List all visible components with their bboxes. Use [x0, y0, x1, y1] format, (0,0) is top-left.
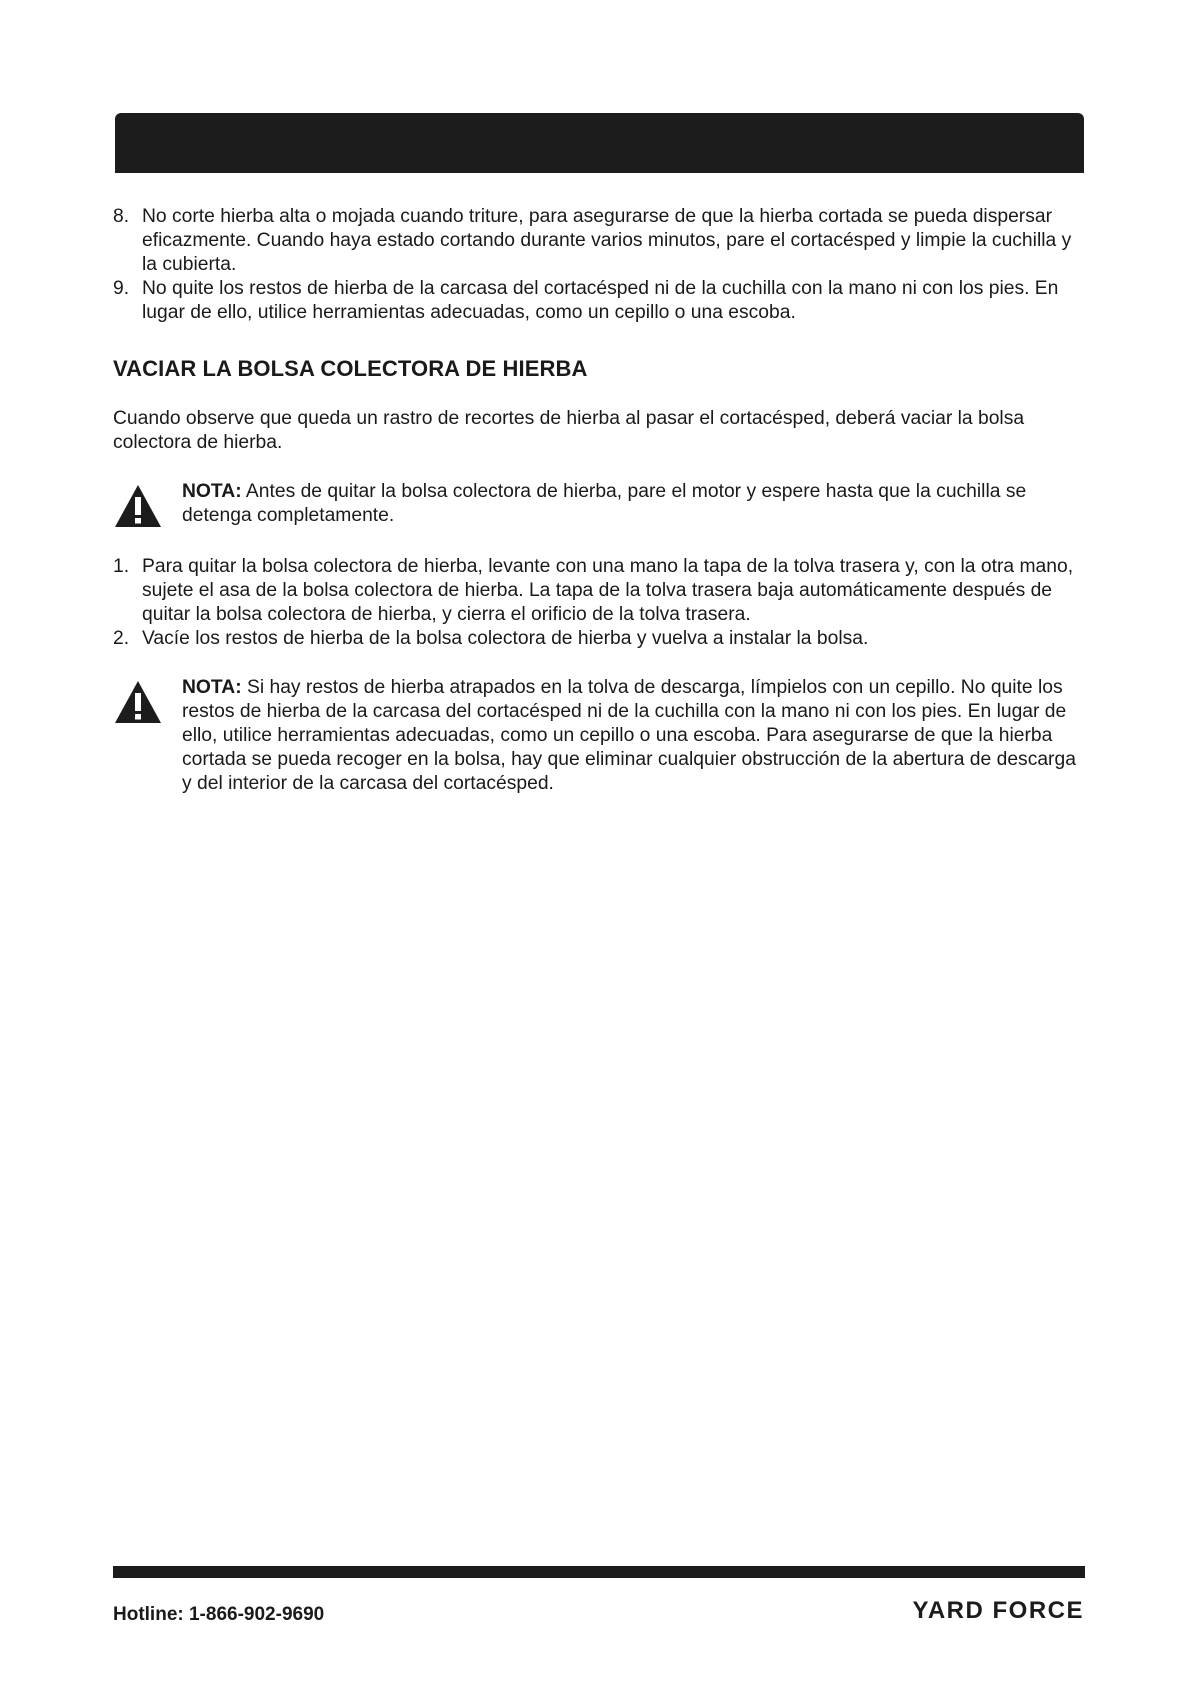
note-block — [113, 480, 1085, 528]
list-item-number: 1. — [113, 556, 130, 577]
list-item-number: 9. — [113, 278, 130, 299]
section-title: VACIAR LA BOLSA COLECTORA DE HIERBA — [113, 356, 588, 381]
list-item-text: No corte hierba alta o mojada cuando triture, para asegurarse de que la hierba cortada se pueda dispersar eficazmente. Cuando haya estado cortando durante varios minutos, pare el cortacésped y limpie la cuchilla y la cubierta. — [142, 206, 1072, 275]
list-item — [113, 277, 1085, 325]
note-label: NOTA: — [182, 481, 242, 502]
list-item — [113, 205, 1085, 277]
list-item-number: 8. — [113, 206, 130, 227]
warning-icon — [114, 484, 162, 528]
list-item-number: 2. — [113, 628, 130, 649]
brand-logo: YARD FORCE — [912, 1597, 1084, 1624]
intro-paragraph: Cuando observe que queda un rastro de recortes de hierba al pasar el cortacésped, deberá vaciar la bolsa colectora de hierba. — [113, 408, 1025, 453]
list-item — [113, 555, 1085, 627]
note-label: NOTA: — [182, 677, 242, 698]
top-list — [113, 205, 1085, 325]
note-text: Si hay restos de hierba atrapados en la tolva de descarga, límpielos con un cepillo. No quite los restos de hierba de la carcasa del cortacésped ni de la cuchilla con la mano ni con los pies. En lugar de ello, utilice herramientas adecuadas, como un cepillo o una escoba. Para asegurarse de que la hierba cortada se pueda recoger en la bolsa, hay que eliminar cualquier obstrucción de la abertura de descarga y del interior de la carcasa del cortacésped. — [182, 677, 1076, 794]
warning-icon — [114, 680, 162, 724]
header-bar — [115, 113, 1084, 173]
list-item-text: Vacíe los restos de hierba de la bolsa colectora de hierba y vuelva a instalar la bolsa. — [142, 628, 869, 649]
footer-rule — [113, 1566, 1085, 1578]
bottom-list — [113, 555, 1085, 651]
note-text: Antes de quitar la bolsa colectora de hierba, pare el motor y espere hasta que la cuchilla se detenga completamente. — [182, 481, 1027, 526]
page-content — [113, 205, 1085, 796]
note-block — [113, 676, 1085, 796]
hotline: Hotline: 1-866-902-9690 — [113, 1604, 325, 1625]
list-item — [113, 627, 1085, 651]
list-item-text: Para quitar la bolsa colectora de hierba, levante con una mano la tapa de la tolva trasera y, con la otra mano, sujete el asa de la bolsa colectora de hierba. La tapa de la tolva trasera baja automáticamente después de quitar la bolsa colectora de hierba, y cierra el orificio de la tolva trasera. — [142, 556, 1074, 625]
list-item-text: No quite los restos de hierba de la carcasa del cortacésped ni de la cuchilla con la mano ni con los pies. En lugar de ello, utilice herramientas adecuadas, como un cepillo o una escoba. — [142, 278, 1059, 323]
